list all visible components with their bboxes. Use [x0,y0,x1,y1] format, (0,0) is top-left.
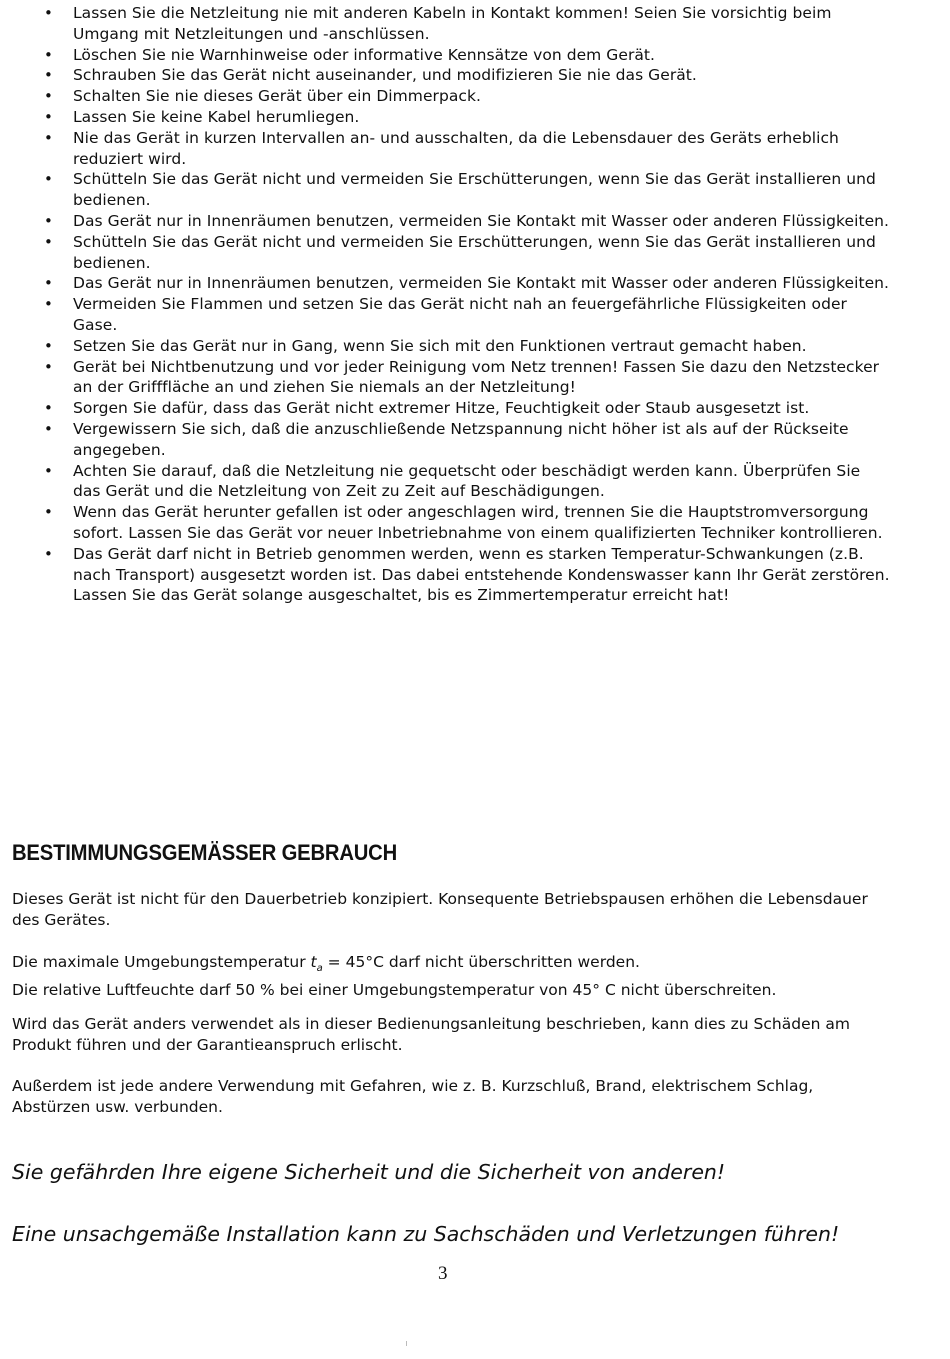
list-item-text: Vergewissern Sie sich, daß die anzuschließende Netzspannung nicht höher ist als auf der Rückseite angegeben. [73,419,849,459]
bullet-icon: • [44,399,53,418]
list-item-text: Das Gerät darf nicht in Betrieb genommen werden, wenn es starken Temperatur-Schwankungen (z.B. nach Transport) ausgesetzt worden ist. Das dabei entstehende Kondenswasser kann Ihr Gerät zerstören. Lassen Sie das Gerät solange ausgeschaltet, bis es Zimmertemperatur erreicht hat! [73,544,890,605]
bullet-icon: • [44,232,53,251]
list-item-text: Das Gerät nur in Innenräumen benutzen, vermeiden Sie Kontakt mit Wasser oder anderen Flüssigkeiten. [73,211,890,230]
paragraph-warranty: Wird das Gerät anders verwendet als in dieser Bedienungsanleitung beschrieben, kann dies zu Schäden am Produkt führen und der Garantieanspruch erlischt. [12,1015,850,1054]
list-item-text: Schrauben Sie das Gerät nicht auseinander, und modifizieren Sie nie das Gerät. [73,66,697,85]
list-item [0,232,950,274]
bullet-icon: • [44,461,53,480]
bullet-icon: • [44,295,53,314]
list-item [0,273,950,294]
list-item [0,461,950,503]
temperature-text-after: = 45°C darf nicht überschritten werden. [322,953,640,971]
bullet-icon: • [44,503,53,522]
list-item [0,419,950,461]
bullet-icon: • [44,87,53,106]
list-item-text: Lassen Sie die Netzleitung nie mit anderen Kabeln in Kontakt kommen! Seien Sie vorsichtig beim Umgang mit Netzleitungen und -anschlüssen. [73,4,832,43]
humidity-text: Die relative Luftfeuchte darf 50 % bei einer Umgebungstemperatur von 45° C nicht überschreiten. [12,980,777,999]
bullet-icon: • [44,357,53,376]
list-item-text: Wenn das Gerät herunter gefallen ist oder angeschlagen wird, trennen Sie die Hauptstromversorgung sofort. Lassen Sie das Gerät vor neuer Inbetriebnahme von einem qualifizierten Techniker kontrollieren. [73,503,883,542]
list-item-text: Schalten Sie nie dieses Gerät über ein Dimmerpack. [73,87,481,106]
bullet-icon: • [44,66,53,85]
list-item-text: Setzen Sie das Gerät nur in Gang, wenn Sie sich mit den Funktionen vertraut gemacht haben. [73,336,807,355]
list-item [0,45,950,66]
list-item-text: Schütteln Sie das Gerät nicht und vermeiden Sie Erschütterungen, wenn Sie das Gerät installieren und bedienen. [73,170,876,210]
bullet-icon: • [44,211,53,230]
list-item [0,3,950,45]
list-item-text: Nie das Gerät in kurzen Intervallen an- und ausschalten, da die Lebensdauer des Geräts erheblich reduziert wird. [73,128,839,168]
bullet-icon: • [44,419,53,438]
list-item [0,398,950,419]
list-item-text: Löschen Sie nie Warnhinweise oder informative Kennsätze von dem Gerät. [73,45,656,64]
list-item [0,502,950,544]
paragraph-temperature [12,952,892,1001]
paragraph-duty-cycle: Dieses Gerät ist nicht für den Dauerbetrieb konzipiert. Konsequente Betriebspausen erhöhen die Lebensdauer des Gerätes. [12,890,868,929]
bullet-icon: • [44,4,53,22]
list-item [0,357,950,399]
page-number: 3 [438,1263,448,1284]
installation-warning-text: Eine unsachgemäße Installation kann zu Sachschäden und Verletzungen führen! [12,1222,840,1246]
bullet-icon: • [44,336,53,355]
bullet-icon: • [44,274,53,293]
list-item [0,65,950,86]
bullet-icon: • [44,107,53,126]
bullet-icon: • [44,170,53,189]
list-item-text: Lassen Sie keine Kabel herumliegen. [73,107,360,126]
safety-instructions-list [0,3,950,606]
temperature-subscript: a [316,963,323,975]
bullet-icon: • [44,45,53,64]
list-item [0,86,950,107]
list-item-text: Gerät bei Nichtbenutzung und vor jeder Reinigung vom Netz trennen! Fassen Sie dazu den Netzstecker an der Grifffläche an und ziehen Sie niemals an der Netzleitung! [73,357,880,397]
list-item [0,169,950,211]
list-item [0,128,950,170]
list-item-text: Vermeiden Sie Flammen und setzen Sie das Gerät nicht nah an feuergefährliche Flüssigkeiten oder Gase. [73,295,847,334]
list-item-text: Sorgen Sie dafür, dass das Gerät nicht extremer Hitze, Feuchtigkeit oder Staub ausgesetzt ist. [73,399,810,418]
temperature-text-before: Die maximale Umgebungstemperatur [12,953,311,971]
scan-mark [406,1341,407,1346]
paragraph-hazards: Außerdem ist jede andere Verwendung mit Gefahren, wie z. B. Kurzschluß, Brand, elektrischem Schlag, Abstürzen usw. verbunden. [12,1077,814,1116]
list-item-text: Schütteln Sie das Gerät nicht und vermeiden Sie Erschütterungen, wenn Sie das Gerät installieren und bedienen. [73,232,876,272]
safety-warning-text: Sie gefährden Ihre eigene Sicherheit und die Sicherheit von anderen! [12,1160,726,1184]
list-item [0,211,950,232]
list-item [0,544,950,606]
list-item-text: Achten Sie darauf, daß die Netzleitung nie gequetscht oder beschädigt werden kann. Überprüfen Sie das Gerät und die Netzleitung von Zeit zu Zeit auf Beschädigungen. [73,461,861,501]
list-item-text: Das Gerät nur in Innenräumen benutzen, vermeiden Sie Kontakt mit Wasser oder anderen Flüssigkeiten. [73,274,890,293]
list-item [0,336,950,357]
bullet-icon: • [44,128,53,147]
list-item [0,294,950,336]
bullet-icon: • [44,544,53,563]
list-item [0,107,950,128]
section-title: BESTIMMUNGSGEMÄSSER GEBRAUCH [12,840,398,865]
temperature-symbol: t [310,953,317,971]
